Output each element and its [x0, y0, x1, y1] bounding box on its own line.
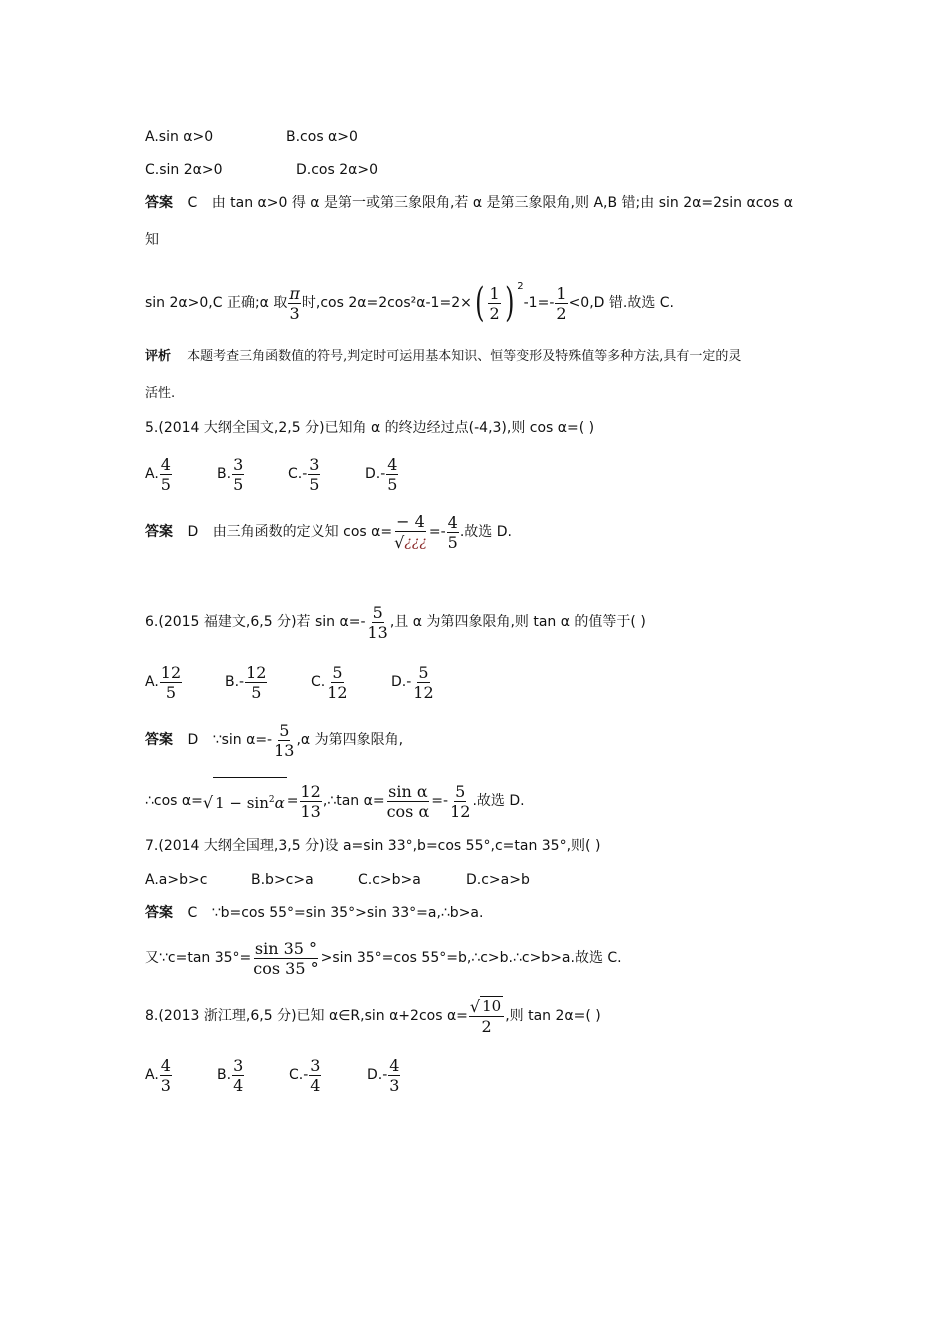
fraction: $\frac{5}{12}$: [450, 781, 471, 821]
q7-option-a: A.a>b>c: [145, 872, 208, 888]
answer-text: <0,D 错.故选 C.: [568, 295, 675, 311]
fraction: $\frac{\text{sin α}}{\text{cos α}}$: [386, 781, 430, 821]
q6-option-b: B.- $\frac{12}{5}$: [225, 662, 267, 702]
question-stem: ,则 tan 2α=( ): [505, 1008, 601, 1024]
answer-text: 又∵c=tan 35°=: [145, 950, 252, 966]
q4-option-c: C.sin 2α>0: [145, 162, 223, 178]
q7-answer-line1: [145, 903, 483, 923]
q7-options: [145, 870, 530, 890]
answer-text: ,α 为第四象限角,: [296, 732, 404, 748]
fraction: √ 10 2: [469, 996, 504, 1037]
answer-text: 由 tan α>0 得 α 是第一或第三象限角,若 α 是第三象限角,则 A,B 错;由 sin 2α=2sin αcos α: [211, 195, 793, 211]
question-stem: 6.(2015 福建文,6,5 分)若 sin α=-: [145, 614, 366, 630]
answer-letter: C: [187, 905, 198, 921]
q8-option-c: C.- $\frac{3}{4}$: [289, 1055, 321, 1095]
answer-letter: D: [187, 732, 199, 748]
q8-option-a: A. $\frac{4}{3}$: [145, 1055, 171, 1095]
question-stem: ,且 α 为第四象限角,则 tan α 的值等于( ): [389, 614, 646, 630]
q6-answer-line2: ∴cos α= √ $1 - \sin^2\alpha$ = $\frac{12}{13}$ ,∴tan α= $\frac{\text{sin α}}{\text{cos α}}$ =- $\frac{5}{12}$ .故选 D.: [145, 777, 525, 825]
q4-option-b: B.cos α>0: [286, 129, 358, 145]
answer-text: 时,cos 2α=2cos²α-1=2×: [301, 295, 472, 311]
q7-answer-line2: [145, 936, 622, 980]
q7-option-b: B.b>c>a: [251, 872, 314, 888]
fraction: $\frac{\pi}{3}$: [289, 283, 300, 323]
q4-comment-line2: [145, 384, 175, 404]
q8-option-d: D.- $\frac{4}{3}$: [367, 1055, 400, 1095]
q6-option-a: A. $\frac{12}{5}$: [145, 662, 182, 702]
q7-stem: [145, 836, 600, 856]
fraction: − 4 √ ¿¿¿: [394, 512, 427, 552]
q6-option-d: D.- $\frac{5}{12}$: [391, 662, 434, 702]
q4-option-a: A.sin α>0: [145, 129, 214, 145]
q8-options: [145, 1053, 401, 1097]
answer-label: 答案: [145, 195, 173, 211]
fraction: $\frac{12}{13}$: [300, 781, 321, 821]
q8-option-b: B. $\frac{3}{4}$: [217, 1055, 244, 1095]
comment-text: 本题考查三角函数值的符号,判定时可运用基本知识、恒等变形及特殊值等多种方法,具有一定的灵: [187, 349, 742, 364]
exponent: 2: [517, 281, 524, 292]
q4-options-row1: [145, 127, 358, 147]
fraction: $\frac{1}{2}$: [556, 283, 567, 323]
q4-options-row2: [145, 160, 378, 180]
q5-option-a: A. $\frac{4}{5}$: [145, 454, 171, 494]
q6-options: [145, 660, 436, 704]
q4-answer-line2: sin 2α>0,C 正确;α 取 $\frac{\pi}{3}$ 时,cos 2α=2cos²α-1=2×( $\frac{1}{2}$ ) $^2$-1=- $\frac{1}{2}$ <0,D 错.故选 C.: [145, 280, 675, 326]
q4-answer-line1b: [145, 230, 159, 250]
fraction: $\frac{4}{5}$: [447, 512, 458, 552]
answer-label: 答案: [145, 732, 173, 748]
fraction: $\frac{\sin 35 ^\circ}{\cos 35 ^\circ}$: [253, 938, 319, 978]
answer-text: ∵b=cos 55°=sin 35°>sin 33°=a,∴b>a.: [211, 905, 484, 921]
q4-option-d: D.cos 2α>0: [296, 162, 379, 178]
question-stem: 5.(2014 大纲全国文,2,5 分)已知角 α 的终边经过点(-4,3),则 cos α=( ): [145, 420, 595, 436]
q4-answer-line1: [145, 193, 793, 213]
answer-text: sin 2α>0,C 正确;α 取: [145, 295, 288, 311]
answer-text: ,∴tan α=: [322, 793, 385, 809]
q5-options: [145, 452, 399, 496]
q5-option-c: C.- $\frac{3}{5}$: [288, 454, 320, 494]
answer-label: 答案: [145, 905, 173, 921]
comment-text: 活性.: [145, 386, 176, 401]
question-stem: 7.(2014 大纲全国理,3,5 分)设 a=sin 33°,b=cos 55°,c=tan 35°,则( ): [145, 838, 601, 854]
q5-option-b: B. $\frac{3}{5}$: [217, 454, 244, 494]
answer-text: -1=-: [523, 295, 555, 311]
q6-stem: [145, 600, 646, 644]
answer-letter: C: [187, 195, 198, 211]
fraction: $\frac{1}{2}$: [489, 283, 500, 323]
answer-text: 知: [145, 232, 159, 248]
answer-text: ∴cos α=: [145, 793, 203, 809]
answer-text: .故选 D.: [459, 524, 512, 540]
q6-answer-line1: [145, 718, 403, 762]
answer-text: ∵sin α=-: [212, 732, 273, 748]
q5-answer: 答案 D 由三角函数的定义知 cos α= − 4 √ ¿¿¿ =- $\frac{4}{5}$ .故选 D.: [145, 512, 512, 552]
answer-text: 由三角函数的定义知 cos α=: [212, 524, 393, 540]
q6-option-c: C. $\frac{5}{12}$: [311, 662, 348, 702]
q5-option-d: D.- $\frac{4}{5}$: [365, 454, 398, 494]
square-root: √ $1 - \sin^2\alpha$: [203, 777, 287, 825]
answer-letter: D: [187, 524, 199, 540]
question-stem: 8.(2013 浙江理,6,5 分)已知 α∈R,sin α+2cos α=: [145, 1008, 468, 1024]
comment-label: 评析: [145, 349, 172, 364]
answer-label: 答案: [145, 524, 173, 540]
answer-text: .故选 D.: [472, 793, 525, 809]
q7-option-d: D.c>a>b: [466, 872, 530, 888]
fraction: $\frac{5}{13}$: [367, 602, 388, 642]
answer-text: >sin 35°=cos 55°=b,∴c>b.∴c>b>a.故选 C.: [320, 950, 622, 966]
q8-stem: [145, 994, 601, 1038]
q7-option-c: C.c>b>a: [358, 872, 421, 888]
q4-comment-line1: [145, 347, 741, 367]
fraction: $\frac{5}{13}$: [274, 720, 295, 760]
q5-stem: [145, 418, 594, 438]
